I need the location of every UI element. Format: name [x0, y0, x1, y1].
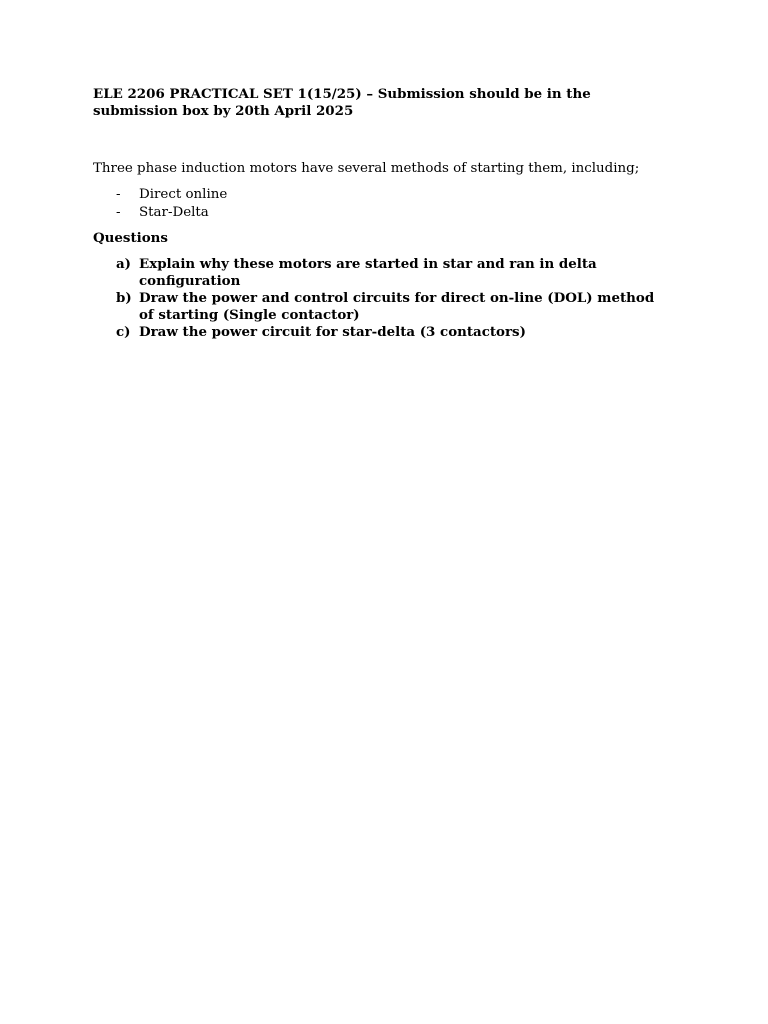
question-text: Explain why these motors are started in star and ran in delta configuration — [139, 256, 597, 289]
question-text: Draw the power circuit for star-delta (3 contactors) — [139, 324, 526, 340]
starting-methods-list — [93, 186, 668, 221]
method-label: Star-Delta — [139, 204, 209, 220]
bullet-dash: - — [116, 204, 121, 220]
method-label: Direct online — [139, 187, 228, 202]
question-b — [93, 290, 669, 324]
questions-heading: Questions — [93, 230, 168, 246]
question-marker: c) — [116, 324, 131, 340]
intro-paragraph: Three phase induction motors have several methods of starting them, including; — [93, 161, 640, 176]
list-item-star-delta — [93, 204, 668, 222]
question-a — [93, 256, 669, 290]
list-item-direct-online — [93, 186, 668, 204]
question-marker: b) — [116, 290, 132, 306]
question-marker: a) — [116, 256, 132, 272]
question-c — [93, 324, 669, 341]
bullet-dash: - — [116, 187, 121, 202]
document-title: ELE 2206 PRACTICAL SET 1(15/25) – Submission should be in the submission box by 20th April 2025 — [93, 86, 591, 119]
questions-list — [93, 256, 668, 341]
question-text: Draw the power and control circuits for direct on-line (DOL) method of starting (Single contactor) — [139, 290, 655, 323]
